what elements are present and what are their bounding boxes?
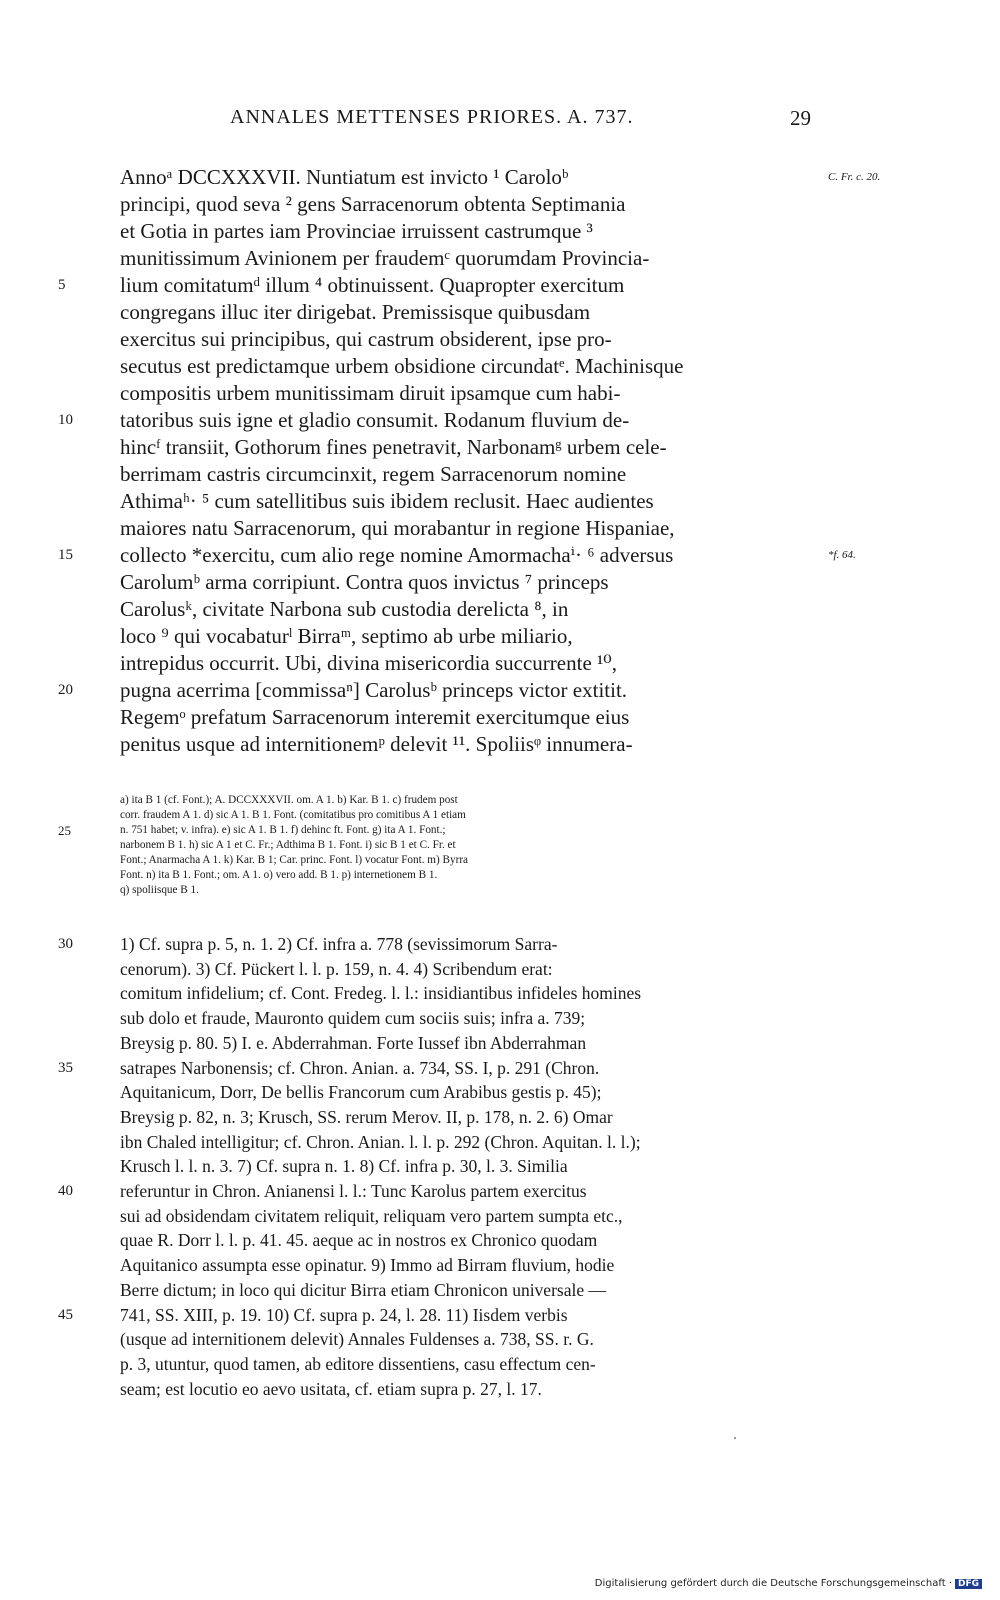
commentary-line	[0, 981, 1000, 1006]
apparatus-line	[0, 883, 1000, 898]
main-text: tatoribus suis igne et gladio consumit. Rodanum fluvium de-	[120, 408, 630, 432]
apparatus-text: n. 751 habet; v. infra). e) sic A 1. B 1. f) dehinc ft. Font. g) ita A 1. Font.;	[120, 824, 446, 836]
main-line	[0, 569, 1000, 596]
main-line	[0, 245, 1000, 272]
commentary-line	[0, 1031, 1000, 1056]
main-text: secutus est predictamque urbem obsidione circundatᵉ. Machinisque	[120, 354, 684, 378]
apparatus-line	[0, 868, 1000, 883]
apparatus-text: Font.; Anarmacha A 1. k) Kar. B 1; Car. princ. Font. l) vocatur Font. m) Byrra	[120, 854, 469, 866]
commentary-text: 1) Cf. supra p. 5, n. 1. 2) Cf. infra a. 778 (sevissimorum Sarra-	[120, 934, 558, 954]
main-line	[0, 650, 1000, 677]
line-number: 15	[58, 547, 73, 563]
main-text: hincᶠ transiit, Gothorum fines penetravit, Narbonamᵍ urbem cele-	[120, 435, 667, 459]
apparatus-line	[0, 808, 1000, 823]
commentary-line	[0, 932, 1000, 957]
main-line	[0, 164, 1000, 191]
commentary-text: cenorum). 3) Cf. Pückert l. l. p. 159, n. 4. 4) Scribendum erat:	[120, 958, 553, 979]
apparatus-text: narbonem B 1. h) sic A 1 et C. Fr.; Adthima B 1. Font. i) sic B 1 et C. Fr. et	[120, 839, 456, 851]
commentary-text: Breysig p. 82, n. 3; Krusch, SS. rerum Merov. II, p. 178, n. 2. 6) Omar	[120, 1106, 613, 1127]
commentary-text: 741, SS. XIII, p. 19. 10) Cf. supra p. 24, l. 28. 11) Iisdem verbis	[120, 1304, 568, 1325]
main-text: Carolusᵏ, civitate Narbona sub custodia derelicta ⁸, in	[120, 597, 569, 621]
line-number: 30	[58, 936, 73, 952]
commentary-line	[0, 1105, 1000, 1130]
main-text: maiores natu Sarracenorum, qui morabantur in regione Hispaniae,	[120, 516, 675, 540]
commentary-text: sui ad obsidendam civitatem reliquit, reliquam vero partem sumpta etc.,	[120, 1205, 623, 1226]
main-text: berrimam castris circumcinxit, regem Sarracenorum nomine	[120, 462, 627, 486]
main-line	[0, 353, 1000, 380]
main-line	[0, 542, 1000, 569]
main-line	[0, 218, 1000, 245]
commentary-text: (usque ad internitionem delevit) Annales Fuldenses a. 738, SS. r. G.	[120, 1329, 594, 1350]
line-number: 40	[58, 1183, 73, 1199]
commentary-line	[0, 1352, 1000, 1377]
main-text: principi, quod seva ² gens Sarracenorum obtenta Septimania	[120, 192, 626, 216]
commentary-text: sub dolo et fraude, Mauronto quidem cum sociis suis; infra a. 739;	[120, 1008, 586, 1029]
main-line	[0, 191, 1000, 218]
commentary-line	[0, 1179, 1000, 1204]
commentary-text: p. 3, utuntur, quod tamen, ab editore dissentiens, casu effectum cen-	[120, 1353, 596, 1374]
commentary-text: Berre dictum; in loco qui dicitur Birra etiam Chronicon universale —	[120, 1279, 606, 1300]
apparatus-text: corr. fraudem A 1. d) sic A 1. B 1. Font. (comitatibus pro comitibus A 1 etiam	[120, 809, 466, 821]
main-text: compositis urbem munitissimam diruit ipsamque cum habi-	[120, 381, 621, 405]
commentary-line	[0, 1154, 1000, 1179]
main-text: Carolumᵇ arma corripiunt. Contra quos invictus ⁷ princeps	[120, 570, 609, 594]
line-number: 5	[58, 277, 66, 293]
commentary-line	[0, 1278, 1000, 1303]
main-text: intrepidus occurrit. Ubi, divina misericordia succurrente ¹⁰,	[120, 651, 617, 675]
main-text: exercitus sui principibus, qui castrum obsiderent, ipse pro-	[120, 327, 612, 351]
commentary-line	[0, 1228, 1000, 1253]
apparatus-line	[0, 853, 1000, 868]
page-number: 29	[790, 106, 811, 130]
main-text: Annoᵃ DCCXXXVII. Nuntiatum est invicto ¹ Caroloᵇ	[120, 165, 569, 189]
main-text: pugna acerrima [commissaⁿ] Carolusᵇ princeps victor extitit.	[120, 678, 628, 702]
main-text: congregans illuc iter dirigebat. Premissisque quibusdam	[120, 300, 591, 324]
commentary-text: Aquitanico assumpta esse opinatur. 9) Immo ad Birram fluvium, hodie	[120, 1255, 615, 1276]
dfg-credit	[595, 1578, 982, 1589]
main-text: penitus usque ad internitionemᵖ delevit ¹¹. Spoliisᵠ innumera-	[120, 732, 633, 756]
main-line	[0, 731, 1000, 758]
apparatus-line	[0, 838, 1000, 853]
main-line	[0, 434, 1000, 461]
main-line	[0, 623, 1000, 650]
margin-reference: *f. 64.	[828, 549, 856, 561]
commentary-line	[0, 1303, 1000, 1328]
main-line	[0, 461, 1000, 488]
line-number: 10	[58, 412, 73, 428]
main-text: et Gotia in partes iam Provinciae irruissent castrumque ³	[120, 219, 593, 243]
main-line	[0, 299, 1000, 326]
commentary-text: comitum infidelium; cf. Cont. Fredeg. l. l.: insidiantibus infideles homines	[120, 983, 642, 1004]
line-number: 35	[58, 1059, 73, 1076]
speck	[734, 1437, 736, 1439]
apparatus-text: q) spoliisque B 1.	[120, 884, 199, 896]
main-line	[0, 677, 1000, 704]
running-header	[0, 106, 1000, 136]
main-text: lium comitatumᵈ illum ⁴ obtinuissent. Quapropter exercitum	[120, 273, 625, 297]
apparatus-line	[0, 793, 1000, 808]
commentary-line	[0, 1130, 1000, 1155]
line-number: 25	[58, 823, 71, 838]
commentary-line	[0, 957, 1000, 982]
commentary-line	[0, 1006, 1000, 1031]
commentary-line	[0, 1327, 1000, 1352]
commentary-line	[0, 1253, 1000, 1278]
apparatus-text: Font. n) ita B 1. Font.; om. A 1. o) vero add. B 1. p) internetionem B 1.	[120, 869, 438, 881]
commentary-text: ibn Chaled intelligitur; cf. Chron. Anian. l. l. p. 292 (Chron. Aquitan. l. l.);	[120, 1131, 641, 1152]
main-text: collecto *exercitu, cum alio rege nomine Amormachaⁱ· ⁶ adversus	[120, 543, 674, 567]
commentary-line	[0, 1377, 1000, 1402]
main-text: loco ⁹ qui vocabaturˡ Birraᵐ, septimo ab urbe miliario,	[120, 624, 573, 648]
main-line	[0, 380, 1000, 407]
main-text: Athimaʰ· ⁵ cum satellitibus suis ibidem reclusit. Haec audientes	[120, 489, 654, 513]
main-line	[0, 272, 1000, 299]
commentary-line	[0, 1204, 1000, 1229]
dfg-logo: DFG	[955, 1579, 982, 1589]
commentary-text: Breysig p. 80. 5) I. e. Abderrahman. Forte Iussef ibn Abderrahman	[120, 1032, 587, 1053]
running-title: ANNALES METTENSES PRIORES. A. 737.	[230, 106, 634, 128]
main-text: Regemᵒ prefatum Sarracenorum interemit exercitumque eius	[120, 705, 630, 729]
main-line	[0, 704, 1000, 731]
line-number: 45	[58, 1306, 73, 1323]
commentary-text: quae R. Dorr l. l. p. 41. 45. aeque ac in nostros ex Chronico quodam	[120, 1230, 598, 1251]
apparatus-line	[0, 823, 1000, 838]
apparatus-text: a) ita B 1 (cf. Font.); A. DCCXXXVII. om. A 1. b) Kar. B 1. c) frudem post	[120, 794, 458, 806]
commentary-text: referuntur in Chron. Anianensi l. l.: Tunc Karolus partem exercitus	[120, 1181, 587, 1201]
dfg-credit-text: Digitalisierung gefördert durch die Deutsche Forschungsgemeinschaft ·	[594, 1578, 952, 1589]
main-line	[0, 515, 1000, 542]
commentary-line	[0, 1056, 1000, 1081]
commentary-text: seam; est locutio eo aevo usitata, cf. etiam supra p. 27, l. 17.	[120, 1378, 542, 1399]
commentary-text: satrapes Narbonensis; cf. Chron. Anian. a. 734, SS. I, p. 291 (Chron.	[120, 1057, 600, 1078]
commentary-text: Krusch l. l. n. 3. 7) Cf. supra n. 1. 8) Cf. infra p. 30, l. 3. Similia	[120, 1156, 568, 1177]
main-line	[0, 596, 1000, 623]
commentary-text: Aquitanicum, Dorr, De bellis Francorum cum Arabibus gestis p. 45);	[120, 1082, 602, 1103]
main-line	[0, 326, 1000, 353]
main-line	[0, 407, 1000, 434]
line-number: 20	[58, 682, 73, 698]
commentary-line	[0, 1080, 1000, 1105]
main-line	[0, 488, 1000, 515]
main-text: munitissimum Avinionem per fraudemᶜ quorumdam Provincia-	[120, 246, 650, 270]
margin-reference: C. Fr. c. 20.	[828, 171, 881, 183]
